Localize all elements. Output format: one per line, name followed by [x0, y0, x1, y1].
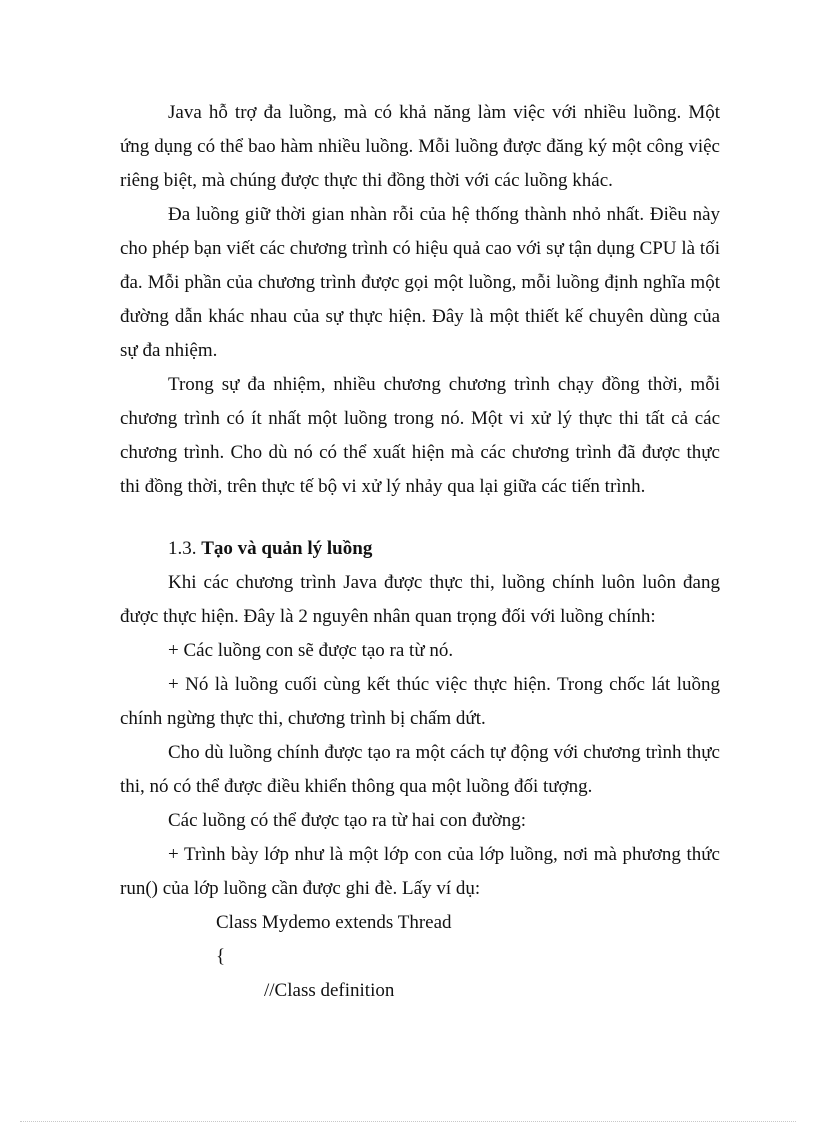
section-number: 1.3. [168, 538, 197, 559]
paragraph-java-multithreading: Java hỗ trợ đa luồng, mà có khả năng làm việc với nhiều luồng. Một ứng dụng có thể bao hàm nhiều luồng. Mỗi luồng được đăng ký một công việc riêng biệt, mà chúng được thực thi đồng thời với các luồng khác. [120, 102, 720, 191]
paragraph-multitasking: Trong sự đa nhiệm, nhiều chương chương trình chạy đồng thời, mỗi chương trình có ít nhất một luồng trong nó. Một vi xử lý thực thi tất cả các chương trình. Cho dù nó có thể xuất hiện mà các chương trình đã được thực thi đồng thời, trên thực tế bộ vi xử lý nhảy qua lại giữa các tiến trình. [120, 374, 720, 497]
list-item-subclass-thread: + Trình bày lớp như là một lớp con của lớp luồng, nơi mà phương thức run() của lớp luồng cần được ghi đè. Lấy ví dụ: [120, 844, 720, 899]
code-line-class-declaration: Class Mydemo extends Thread [216, 912, 452, 933]
paragraph-multithreading-idle-time: Đa luồng giữ thời gian nhàn rỗi của hệ thống thành nhỏ nhất. Điều này cho phép bạn viết các chương trình có hiệu quả cao với sự tận dụng CPU là tối đa. Mỗi phần của chương trình được gọi một luồng, mỗi luồng định nghĩa một đường dẫn khác nhau của sự thực hiện. Đây là một thiết kế chuyên dùng của sự đa nhiệm. [120, 204, 720, 361]
section-heading [120, 532, 720, 566]
paragraph-main-thread: Khi các chương trình Java được thực thi, luồng chính luôn luôn đang được thực hiện. Đây là 2 nguyên nhân quan trọng đối với luồng chính: [120, 572, 720, 627]
section-title: Tạo và quản lý luồng [201, 538, 373, 559]
document-body [120, 96, 720, 1008]
page-bottom-divider [20, 1121, 796, 1122]
code-line-comment: //Class definition [264, 980, 395, 1001]
list-item-last-thread: + Nó là luồng cuối cùng kết thúc việc thực hiện. Trong chốc lát luồng chính ngừng thực thi, chương trình bị chấm dứt. [120, 674, 720, 729]
code-line-open-brace: { [216, 946, 226, 967]
paragraph-two-ways: Các luồng có thể được tạo ra từ hai con đường: [168, 810, 527, 831]
list-item-child-threads: + Các luồng con sẽ được tạo ra từ nó. [168, 640, 454, 661]
paragraph-main-thread-control: Cho dù luồng chính được tạo ra một cách tự động với chương trình thực thi, nó có thể được điều khiển thông qua một luồng đối tượng. [120, 742, 720, 797]
